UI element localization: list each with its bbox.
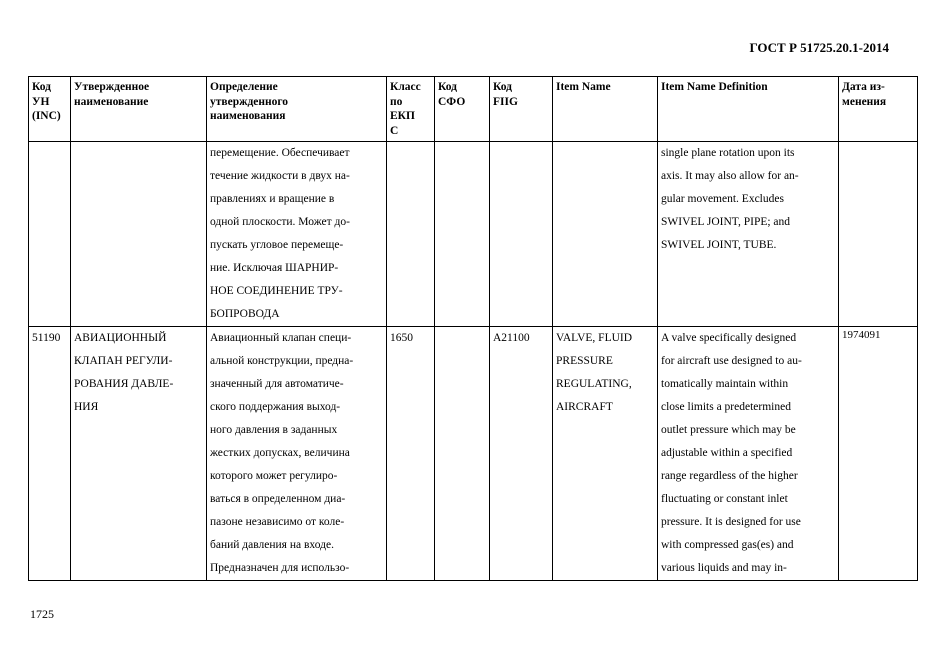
cell-item-definition [658, 142, 839, 327]
cell-line: пазоне независимо от коле- [210, 516, 345, 528]
cell-line: SWIVEL JOINT, PIPE; and [661, 216, 791, 228]
cell-item-name [553, 327, 658, 581]
cell-line: gular movement. Excludes [661, 193, 784, 205]
cell-inc [29, 142, 71, 327]
header-line: СФО [438, 95, 466, 108]
header-line: Класс [390, 81, 421, 93]
cell-line: жестких допусках, величина [210, 447, 350, 459]
cell-line: fluctuating or constant inlet [661, 493, 788, 505]
table-row [29, 142, 918, 327]
cell-line: 1650 [390, 332, 413, 344]
cell-line: ваться в определенном диа- [210, 493, 346, 505]
cell-change-date [839, 327, 918, 581]
cell-line: close limits a predetermined [661, 401, 791, 413]
cell-line: A21100 [493, 332, 530, 344]
cell-change-date [839, 142, 918, 327]
cell-line: range regardless of the higher [661, 470, 798, 482]
cell-line: РОВАНИЯ ДАВЛЕ- [74, 378, 174, 390]
header-line: Код [493, 81, 513, 93]
cell-line: пускать угловое перемеще- [210, 239, 344, 251]
cell-line: КЛАПАН РЕГУЛИ- [74, 355, 173, 367]
cell-line: течение жидкости в двух на- [210, 170, 350, 182]
cell-line: альной конструкции, предна- [210, 355, 354, 367]
cell-sfo [435, 142, 490, 327]
header-change-date [839, 77, 918, 142]
cell-line: Предназначен для использо- [210, 562, 350, 574]
cell-sfo [435, 327, 490, 581]
header-line: Код [438, 81, 458, 93]
cell-line: БОПРОВОДА [210, 308, 280, 320]
table-header-row [29, 77, 918, 142]
header-line: (INC) [32, 110, 61, 122]
cell-item-name [553, 142, 658, 327]
cell-line: 51190 [32, 332, 61, 344]
cell-line: axis. It may also allow for an- [661, 170, 799, 182]
header-line: Определение [210, 81, 278, 93]
header-line: Дата из- [842, 81, 885, 93]
cell-class [387, 142, 435, 327]
cell-line: 1974091 [842, 329, 881, 341]
cell-class [387, 327, 435, 581]
cell-fiig [490, 327, 553, 581]
cell-inc [29, 327, 71, 581]
header-line: С [390, 124, 399, 137]
cell-fiig [490, 142, 553, 327]
table-row [29, 327, 918, 581]
header-line: УН [32, 95, 50, 108]
header-definition [207, 77, 387, 142]
header-line: Код [32, 81, 52, 93]
cell-line: AIRCRAFT [556, 401, 613, 413]
cell-line: АВИАЦИОННЫЙ [74, 332, 167, 344]
cell-line: перемещение. Обеспечивает [210, 147, 350, 159]
header-line: наименования [210, 110, 286, 122]
cell-line: правлениях и вращение в [210, 193, 335, 205]
cell-line: A valve specifically designed [661, 332, 797, 344]
header-approved-name [71, 77, 207, 142]
cell-line: ского поддержания выход- [210, 401, 341, 413]
header-line: по [390, 95, 403, 108]
cell-line: VALVE, FLUID [556, 332, 633, 344]
cell-definition [207, 327, 387, 581]
header-line: Item Name Definition [661, 81, 768, 93]
cell-line: Авиационный клапан специ- [210, 332, 352, 344]
header-class [387, 77, 435, 142]
cell-approved-name [71, 327, 207, 581]
standard-designation: ГОСТ Р 51725.20.1-2014 [749, 40, 889, 55]
header-line: утвержденного [210, 95, 289, 108]
header-line: ЕКП [390, 110, 415, 122]
cell-line: SWIVEL JOINT, TUBE. [661, 239, 777, 251]
cell-line: tomatically maintain within [661, 378, 789, 390]
cell-line: ного давления в заданных [210, 424, 338, 436]
cell-line: НИЯ [74, 401, 99, 413]
header-line: менения [842, 95, 887, 108]
cell-line: pressure. It is designed for use [661, 516, 801, 528]
cell-line: которого может регулиро- [210, 470, 338, 482]
header-sfo [435, 77, 490, 142]
header-line: наименование [74, 95, 149, 108]
cell-line: ние. Исключая ШАРНИР- [210, 262, 339, 274]
header-item-name [553, 77, 658, 142]
header-inc [29, 77, 71, 142]
cell-line: with compressed gas(es) and [661, 539, 794, 551]
cell-line: одной плоскости. Может до- [210, 216, 350, 228]
cell-line: various liquids and may in- [661, 562, 787, 574]
catalog-table [28, 76, 918, 581]
cell-item-definition [658, 327, 839, 581]
cell-line: значенный для автоматиче- [210, 378, 344, 390]
cell-line: adjustable within a specified [661, 447, 793, 459]
page-number: 1725 [30, 607, 54, 621]
cell-line: НОЕ СОЕДИНЕНИЕ ТРУ- [210, 285, 343, 297]
cell-line: REGULATING, [556, 378, 632, 390]
cell-line: PRESSURE [556, 355, 613, 367]
cell-line: баний давления на входе. [210, 539, 334, 551]
header-line: Item Name [556, 81, 611, 93]
cell-line: single plane rotation upon its [661, 147, 795, 159]
header-line: Утвержденное [74, 81, 150, 93]
cell-definition [207, 142, 387, 327]
header-fiig [490, 77, 553, 142]
cell-line: for aircraft use designed to au- [661, 355, 802, 367]
cell-approved-name [71, 142, 207, 327]
header-line: FIIG [493, 95, 518, 108]
cell-line: outlet pressure which may be [661, 424, 796, 436]
header-item-definition [658, 77, 839, 142]
